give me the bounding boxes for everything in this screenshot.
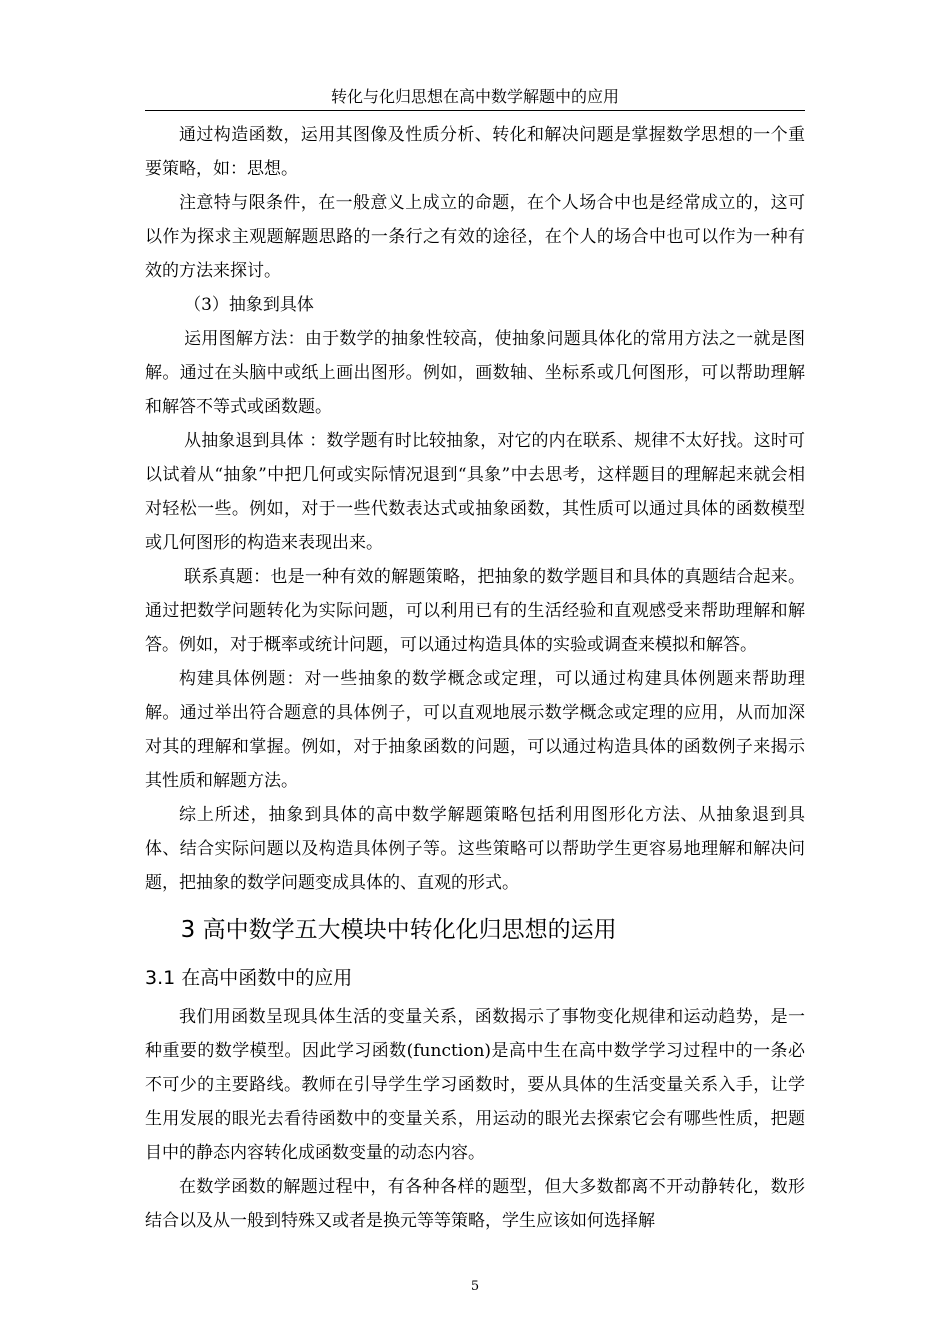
paragraph: 联系真题：也是一种有效的解题策略，把抽象的数学题目和具体的真题结合起来。通过把数学问题转化为实际问题，可以利用已有的生活经验和直观感受来帮助理解和解答。例如，对于概率或统计问题，可以通过构造具体的实验或调查来模拟和解答。	[145, 567, 805, 655]
paragraph: 我们用函数呈现具体生活的变量关系，函数揭示了事物变化规律和运动趋势，是一种重要的数学模型。因此学习函数(function)是高中生在高中数学学习过程中的一条必不可少的主要路线。教师在引导学生学习函数时，要从具体的生活变量关系入手，让学生用发展的眼光去看待函数中的变量关系，用运动的眼光去探索它会有哪些性质，把题目中的静态内容转化成函数变量的动态内容。	[145, 1007, 805, 1163]
header-rule	[145, 110, 805, 111]
running-header: 转化与化归思想在高中数学解题中的应用	[330, 87, 619, 106]
body-text	[145, 118, 805, 1238]
subheading-abstract-to-concrete: （3）抽象到具体	[184, 295, 314, 315]
subsection-heading: 3.1 在高中函数中的应用	[145, 967, 353, 989]
paragraph: 构建具体例题：对一些抽象的数学概念或定理，可以通过构建具体例题来帮助理解。通过举出符合题意的具体例子，可以直观地展示数学概念或定理的应用，从而加深对其的理解和掌握。例如，对于抽象函数的问题，可以通过构造具体的函数例子来揭示其性质和解题方法。	[145, 669, 805, 791]
page-number: 5	[470, 1279, 480, 1294]
paragraph: 运用图解方法：由于数学的抽象性较高，使抽象问题具体化的常用方法之一就是图解。通过在头脑中或纸上画出图形。例如，画数轴、坐标系或几何图形，可以帮助理解和解答不等式或函数题。	[145, 329, 805, 417]
section-heading: 3 高中数学五大模块中转化化归思想的运用	[180, 917, 617, 943]
paragraph: 综上所述，抽象到具体的高中数学解题策略包括利用图形化方法、从抽象退到具体、结合实际问题以及构造具体例子等。这些策略可以帮助学生更容易地理解和解决问题，把抽象的数学问题变成具体的、直观的形式。	[145, 805, 805, 893]
paragraph: 从抽象退到具体 ：数学题有时比较抽象，对它的内在联系、规律不太好找。这时可以试着从“抽象”中把几何或实际情况退到“具象”中去思考，这样题目的理解起来就会相对轻松一些。例如，对于一些代数表达式或抽象函数，其性质可以通过具体的函数模型或几何图形的构造来表现出来。	[145, 431, 805, 553]
paragraph: 在数学函数的解题过程中，有各种各样的题型，但大多数都离不开动静转化，数形结合以及从一般到特殊又或者是换元等等策略，学生应该如何选择解	[145, 1177, 805, 1231]
paragraph: 注意特与限条件，在一般意义上成立的命题，在个人场合中也是经常成立的，这可以作为探求主观题解题思路的一条行之有效的途径，在个人的场合中也可以作为一种有效的方法来探讨。	[145, 193, 805, 281]
paragraph: 通过构造函数，运用其图像及性质分析、转化和解决问题是掌握数学思想的一个重要策略，如：思想。	[145, 125, 805, 179]
